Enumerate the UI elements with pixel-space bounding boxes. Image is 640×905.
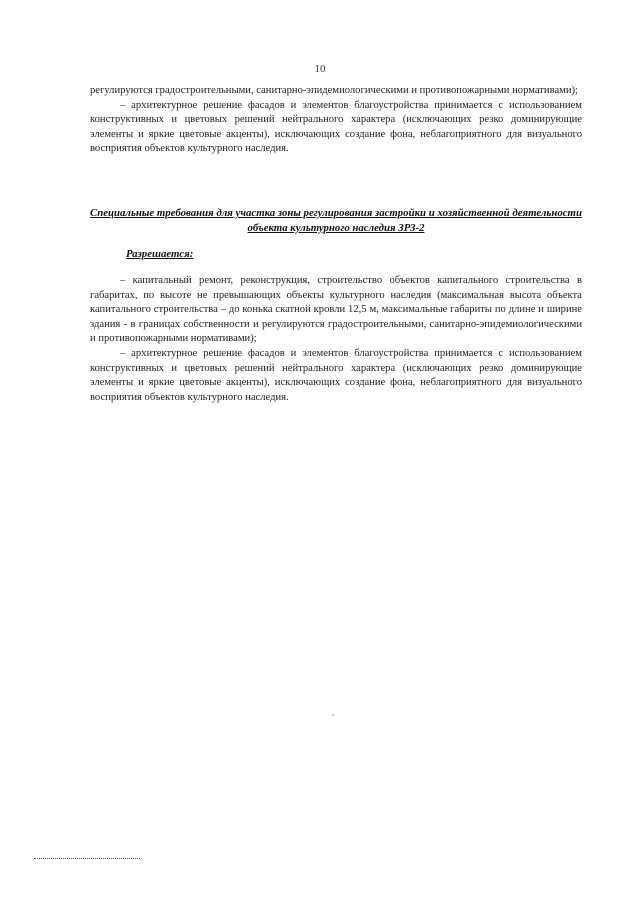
allowed-text-block xyxy=(90,274,582,405)
page-number: 10 xyxy=(314,63,326,75)
paragraph-continuation: регулируются градостроительными, санитарно-эпидемиологическими и противопожарными нормативами); xyxy=(90,85,578,96)
paragraph-capital-repair: – капитальный ремонт, реконструкция, строительство объектов капитального строительства в габаритах, по высоте не превышающих объекты культурного наследия (максимальная высота объекта капитального строительства – до конька скатной кровли 12,5 м, максимальные габариты по длине и ширине здания - в границах собственности и регулируются градостроительными, санитарно-эпидемиологическими и противопожарными нормативами); xyxy=(90,275,582,345)
footer-rule xyxy=(34,858,140,860)
paragraph-facade-requirement-2: – архитектурное решение фасадов и элементов благоустройства принимается с использованием конструктивных и цветовых решений нейтрального характера (исключающих резко доминирующие элементы и яркие цветовые акценты), исключающих создание фона, неблагоприятного для визуального восприятия объектов культурного наследия. xyxy=(90,347,582,403)
paragraph-facade-requirement: – архитектурное решение фасадов и элементов благоустройства принимается с использованием конструктивных и цветовых решений нейтрального характера (исключающих резко доминирующие элементы и яркие цветовые акценты), исключающих создание фона, неблагоприятного для визуального восприятия объектов культурного наследия. xyxy=(90,99,582,155)
allowed-heading: Разрешается: xyxy=(126,248,194,260)
continuation-text-block xyxy=(90,84,582,157)
scan-speck xyxy=(332,714,334,716)
section-heading-zrz2: Специальные требования для участка зоны регулирования застройки и хозяйственной деятельности объекта культурного наследия ЗРЗ-2 xyxy=(90,207,582,234)
